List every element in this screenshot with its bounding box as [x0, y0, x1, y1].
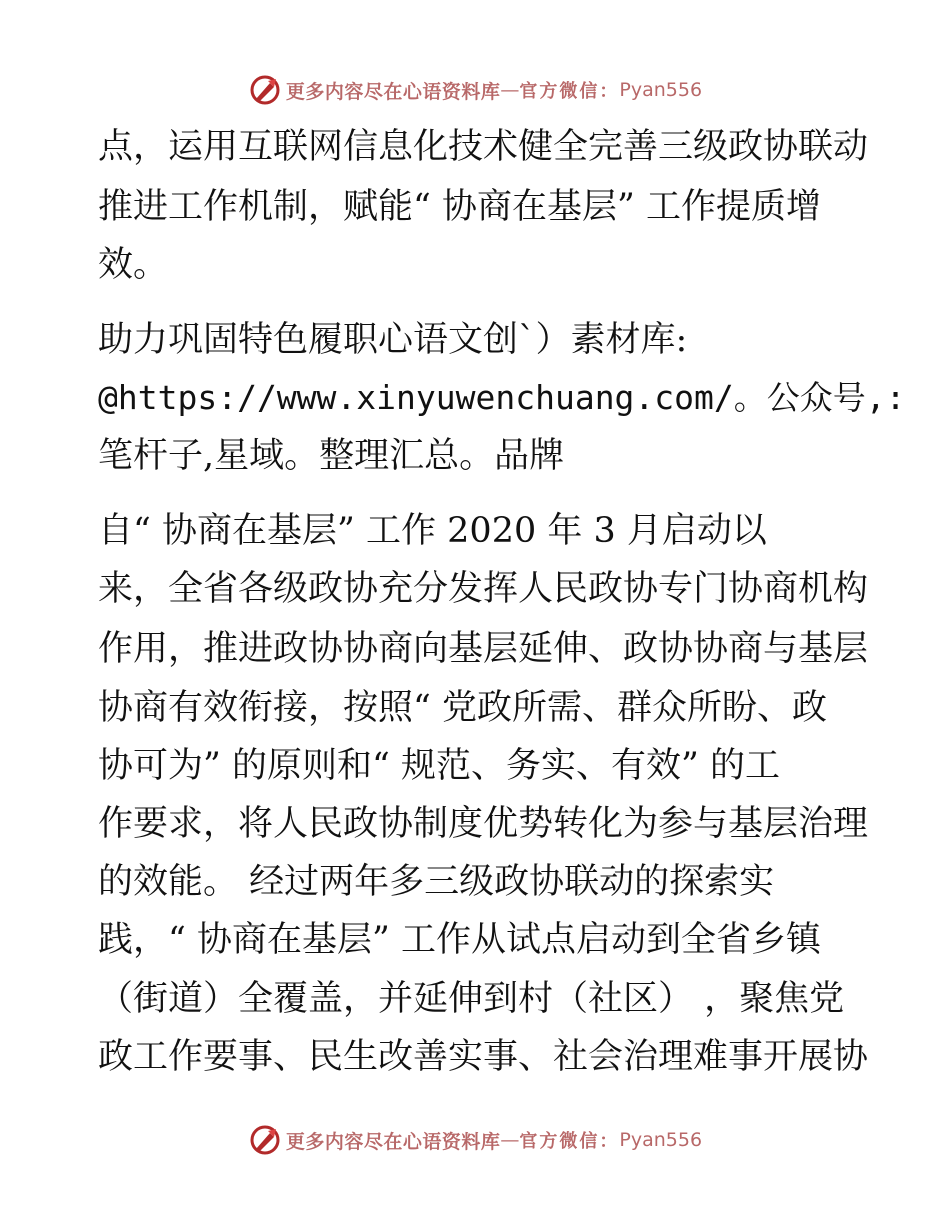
watermark-site-text: 更多内容尽在心语资料库 [285, 80, 501, 103]
text-line: （街道）全覆盖，并延伸到村（社区） ，聚焦党 [98, 979, 845, 1019]
text-line: 协商有效衔接，按照“ 党政所需、群众所盼、政 [98, 688, 828, 728]
watermark-wechat-id: Pyan556 [619, 79, 703, 101]
watermark-wechat-label: 官方微信： [519, 1131, 620, 1152]
text-line: 协可为” 的原则和“ 规范、务实、有效” 的工 [98, 746, 781, 786]
text-line: 推进工作机制，赋能“ 协商在基层” 工作提质增 [98, 187, 822, 227]
text-line: 自“ 协商在基层” 工作 2020 年 3 月启动以 [98, 511, 767, 551]
pen-logo-icon [248, 73, 282, 107]
text-line: 作要求，将人民政协制度优势转化为参与基层治理 [98, 804, 869, 844]
text-line: 效。 [98, 245, 169, 285]
text-line: 点，运用互联网信息化技术健全完善三级政协联动 [98, 127, 869, 167]
pen-logo-icon [248, 1123, 282, 1157]
text-line: 笔杆子,星域。整理汇总。品牌 [98, 436, 565, 476]
text-line-url: @https://www.xinyuwenchuang.com/。公众号,: [98, 378, 906, 417]
watermark-wechat-id: Pyan556 [619, 1129, 703, 1151]
text-line: 的效能。 经过两年多三级政协联动的探索实 [98, 862, 775, 902]
text-line: 践，“ 协商在基层” 工作从试点启动到全省乡镇 [98, 920, 822, 960]
header-watermark [0, 70, 950, 110]
text-line: 助力巩固特色履职心语文创`）素材库: [98, 320, 688, 360]
watermark-wechat-label: 官方微信： [519, 81, 620, 102]
watermark-dash: — [500, 1129, 520, 1151]
footer-watermark [0, 1120, 950, 1160]
text-line: 政工作要事、民生改善实事、社会治理难事开展协 [98, 1037, 869, 1077]
watermark-dash: — [500, 79, 520, 101]
text-line: 作用，推进政协协商向基层延伸、政协协商与基层 [98, 629, 869, 669]
text-line: 来，全省各级政协充分发挥人民政协专门协商机构 [98, 569, 869, 609]
watermark-site-text: 更多内容尽在心语资料库 [285, 1130, 501, 1153]
